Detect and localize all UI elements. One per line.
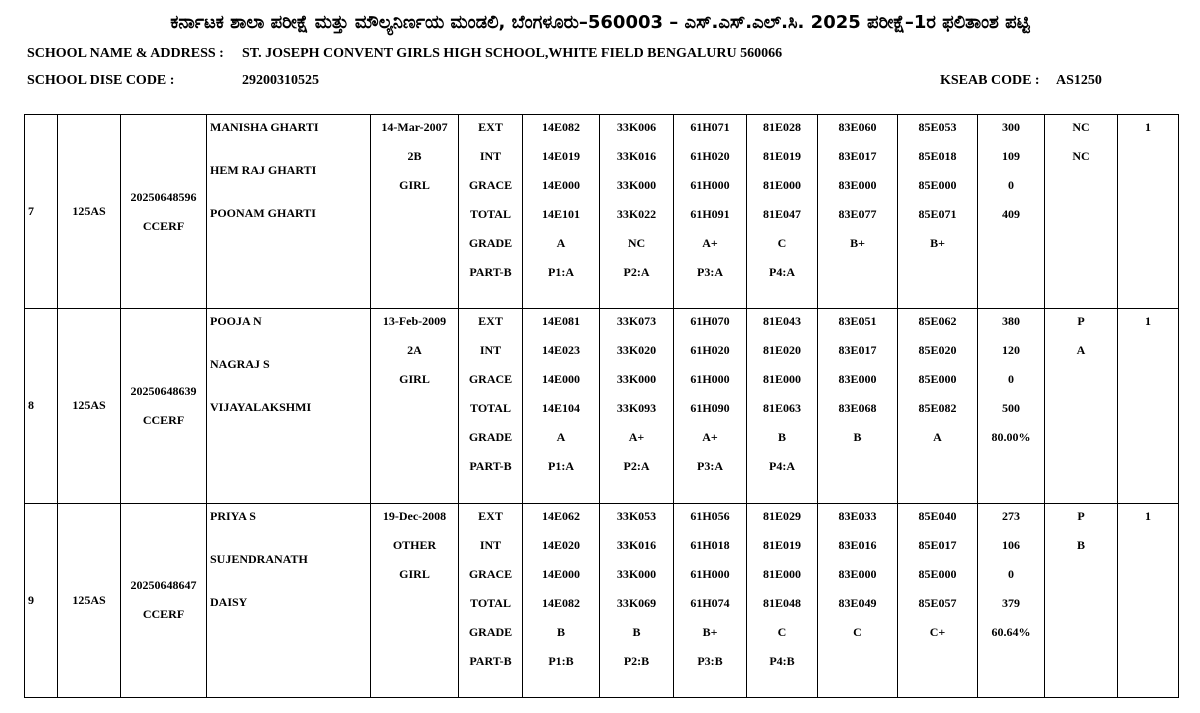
mark-type-labels-cell [459, 309, 523, 503]
subject-mark: NC [627, 236, 646, 250]
subject-mark: 14E000 [541, 178, 580, 192]
result-value: NC [1072, 149, 1090, 163]
page-title: ಕರ್ನಾಟಕ ಶಾಲಾ ಪರೀಕ್ಷೆ ಮತ್ತು ಮೌಲ್ಯನಿರ್ಣಯ ಮಂಡಲಿ, ಬೆಂಗಳೂರು–560003 – ಎಸ್.ಎಸ್.ಎಲ್.ಸಿ. 2025 ಪರೀಕ್ಷೆ–1ರ ಫಲಿತಾಂಶ ಪಟ್ಟಿ [170, 12, 1030, 33]
subject-mark: B+ [930, 236, 945, 250]
dob-category-cell [371, 309, 459, 503]
subject-mark: 83E033 [838, 508, 877, 523]
subject-mark: 81E043 [762, 314, 801, 329]
dise-code-value: 29200310525 [242, 73, 319, 88]
subject-mark: 85E017 [918, 537, 957, 552]
candidate-name-line: POOJA N [210, 314, 262, 329]
result-block [1045, 504, 1117, 564]
attempt-number: 1 [1145, 508, 1151, 523]
school-name-value: ST. JOSEPH CONVENT GIRLS HIGH SCHOOL,WHITE FIELD BENGALURU 560066 [242, 46, 783, 61]
subject-mark: 61H020 [690, 343, 730, 358]
subject-marks-cell [898, 115, 978, 309]
result-value: P [1077, 314, 1085, 329]
subject-marks [523, 504, 599, 680]
attempt-number: 1 [1145, 314, 1151, 329]
subject-marks [818, 504, 897, 651]
totals [978, 504, 1044, 651]
total-value: 60.64% [991, 624, 1031, 639]
subject-mark: B [777, 430, 786, 445]
subject-mark: 14E082 [541, 595, 580, 610]
subject-mark: 33K020 [616, 343, 657, 358]
subject-mark: 81E028 [762, 120, 801, 134]
mark-type-label: PART-B [469, 459, 512, 474]
subject-mark: 83E000 [838, 566, 877, 581]
subject-mark: 61H074 [690, 595, 730, 610]
total-value: 273 [1002, 508, 1020, 523]
subject-mark: 85E053 [918, 120, 957, 134]
subject-mark: 33K016 [616, 149, 657, 163]
subject-mark: 33K022 [616, 207, 657, 221]
subject-mark: 83E049 [838, 595, 877, 610]
subject-mark: 81E000 [762, 566, 801, 581]
subject-mark: 61H091 [690, 207, 730, 221]
dob-category-cell [371, 115, 459, 309]
subject-mark: 14E000 [541, 372, 580, 387]
subject-mark: 33K006 [616, 120, 657, 134]
attempt-block [1118, 115, 1178, 146]
mark-type-label: GRACE [468, 178, 513, 192]
candidate-names-cell [207, 309, 371, 503]
kseab-code-label: KSEAB CODE : [940, 73, 1040, 88]
date-of-birth: 14-Mar-2007 [381, 120, 448, 134]
subject-mark: P4:A [769, 459, 795, 474]
total-value: 106 [1002, 537, 1020, 552]
candidate-names-cell [207, 115, 371, 309]
subject-mark: A [556, 236, 566, 250]
subject-mark: C+ [929, 624, 946, 639]
total-value: 0 [1008, 566, 1014, 581]
register-type: CCERF [142, 412, 185, 427]
subject-mark: B [632, 624, 641, 639]
subject-mark: 14E062 [541, 508, 580, 523]
subject-marks-cell [600, 309, 674, 503]
result-block [1045, 115, 1117, 175]
dob-category-block [371, 309, 458, 398]
subject-mark: P4:B [769, 653, 795, 668]
subject-mark: 61H000 [690, 178, 730, 192]
subject-mark: P1:A [548, 265, 574, 279]
subject-mark: 33K016 [616, 537, 657, 552]
subject-mark: P2:A [623, 265, 650, 279]
subject-mark: 81E019 [762, 537, 801, 552]
mark-type-label: INT [479, 537, 502, 552]
subject-marks-cell [898, 503, 978, 697]
subject-marks-cell [747, 309, 818, 503]
caste-category: OTHER [392, 537, 437, 552]
subject-marks-cell [600, 503, 674, 697]
subject-mark: 14E101 [541, 207, 580, 221]
gender: GIRL [399, 178, 430, 192]
subject-mark: 85E000 [918, 178, 957, 192]
subject-mark: 83E000 [838, 372, 877, 387]
gender: GIRL [399, 566, 430, 581]
attempt-cell [1118, 503, 1179, 697]
mark-type-label: GRADE [468, 430, 513, 445]
subject-marks-cell [818, 115, 898, 309]
total-value: 120 [1002, 343, 1020, 358]
subject-mark: 14E081 [541, 314, 580, 329]
subject-mark: 85E057 [918, 595, 957, 610]
subject-mark: 61H018 [690, 537, 730, 552]
register-number: 20250648639 [130, 383, 197, 398]
subject-marks [898, 115, 977, 262]
subject-mark: 83E068 [838, 401, 877, 416]
subject-marks-cell [674, 115, 747, 309]
subject-mark: P3:A [697, 459, 723, 474]
total-value: 380 [1002, 314, 1020, 329]
candidate-name-line: NAGRAJ S [210, 357, 270, 372]
attempt-block [1118, 504, 1178, 535]
serial-number-cell: 9 [25, 503, 58, 697]
subject-mark: B [853, 430, 862, 445]
subject-mark: A [933, 430, 942, 445]
subject-mark: 85E040 [918, 508, 957, 523]
subject-mark: P1:B [548, 653, 574, 668]
subject-mark: 61H000 [690, 372, 730, 387]
candidate-names-cell [207, 503, 371, 697]
subject-mark: 81E047 [762, 207, 801, 221]
subject-mark: 83E051 [838, 314, 877, 329]
subject-marks-cell [818, 309, 898, 503]
total-value: 500 [1002, 401, 1020, 416]
candidate-name-line: SUJENDRANATH [210, 551, 308, 566]
total-value: 0 [1008, 178, 1014, 192]
register-number: 20250648596 [130, 189, 197, 204]
result-value: P [1077, 508, 1085, 523]
subject-mark: 61H000 [690, 566, 730, 581]
mark-type-labels [459, 115, 522, 291]
student-record-row [25, 115, 1179, 309]
result-cell [1045, 503, 1118, 697]
subject-marks [818, 115, 897, 262]
kseab-code-value: AS1250 [1056, 73, 1102, 88]
mark-type-label: GRACE [468, 566, 513, 581]
subject-mark: 33K093 [616, 401, 657, 416]
candidate-names [210, 504, 370, 635]
subject-mark: 61H071 [690, 120, 730, 134]
mark-type-labels [459, 504, 522, 680]
attempt-number: 1 [1145, 120, 1151, 134]
candidate-name-line: PRIYA S [210, 508, 256, 523]
attempt-cell [1118, 309, 1179, 503]
subject-marks [747, 504, 817, 680]
subject-mark: P3:B [697, 653, 723, 668]
register-number: 20250648647 [130, 578, 197, 593]
result-value: A [1076, 343, 1086, 358]
total-value: 409 [1002, 207, 1020, 221]
subject-mark: A+ [628, 430, 645, 445]
candidate-names [210, 309, 370, 440]
mark-type-label: GRACE [468, 372, 513, 387]
subject-marks [898, 309, 977, 456]
subject-marks [600, 115, 673, 291]
subject-marks-cell [747, 115, 818, 309]
subject-mark: 81E063 [762, 401, 801, 416]
subject-mark: 33K053 [616, 508, 657, 523]
caste-category: 2B [407, 149, 422, 163]
attempt-block [1118, 309, 1178, 340]
subject-mark: 81E048 [762, 595, 801, 610]
date-of-birth: 13-Feb-2009 [382, 314, 447, 329]
center-code-cell: 125AS [58, 503, 121, 697]
subject-mark: B+ [850, 236, 865, 250]
subject-mark: A+ [702, 430, 718, 445]
subject-marks-cell [818, 503, 898, 697]
subject-mark: 83E077 [838, 207, 877, 221]
dise-code-label: SCHOOL DISE CODE : [27, 73, 175, 88]
center-code-cell: 125AS [58, 115, 121, 309]
register-type: CCERF [142, 218, 185, 233]
subject-mark: 14E020 [541, 537, 580, 552]
subject-marks [523, 115, 599, 291]
subject-mark: 85E071 [918, 207, 957, 221]
mark-type-label: EXT [478, 314, 503, 329]
subject-marks [600, 309, 673, 485]
mark-type-label: TOTAL [470, 401, 511, 416]
total-value: 300 [1002, 120, 1020, 134]
subject-mark: B+ [702, 624, 718, 639]
mark-type-labels-cell [459, 503, 523, 697]
attempt-cell [1118, 115, 1179, 309]
caste-category: 2A [407, 343, 422, 358]
center-code-cell: 125AS [58, 309, 121, 503]
results-table [24, 114, 1179, 698]
subject-mark: 14E082 [541, 120, 580, 134]
serial-number-cell: 8 [25, 309, 58, 503]
subject-mark: P2:A [623, 459, 650, 474]
candidate-name-line: MANISHA GHARTI [210, 120, 319, 134]
subject-mark: 83E000 [838, 178, 877, 192]
subject-mark: 33K000 [616, 372, 657, 387]
subject-mark: 81E000 [762, 178, 801, 192]
subject-mark: 81E029 [762, 508, 801, 523]
subject-marks [898, 504, 977, 651]
register-number-cell [121, 309, 207, 503]
result-value: NC [1072, 120, 1090, 134]
register-number-cell [121, 503, 207, 697]
date-of-birth: 19-Dec-2008 [382, 508, 447, 523]
subject-mark: 83E060 [838, 120, 877, 134]
mark-type-labels-cell [459, 115, 523, 309]
subject-marks [674, 309, 746, 485]
subject-marks-cell [674, 503, 747, 697]
mark-type-label: GRADE [468, 624, 513, 639]
subject-mark: 85E082 [918, 401, 957, 416]
totals-cell [978, 309, 1045, 503]
subject-marks [600, 504, 673, 680]
subject-mark: 61H056 [690, 508, 730, 523]
subject-mark: 85E000 [918, 372, 957, 387]
subject-mark: P4:A [769, 265, 795, 279]
subject-mark: A+ [702, 236, 718, 250]
subject-mark: C [853, 624, 862, 639]
subject-marks [818, 309, 897, 456]
subject-marks [674, 504, 746, 680]
subject-marks [747, 115, 817, 291]
subject-marks [523, 309, 599, 485]
subject-mark: 85E018 [918, 149, 957, 163]
subject-mark: 33K069 [616, 595, 657, 610]
school-name-label: SCHOOL NAME & ADDRESS : [27, 46, 224, 61]
subject-mark: 14E019 [541, 149, 580, 163]
subject-mark: 33K000 [616, 566, 657, 581]
candidate-name-line: VIJAYALAKSHMI [210, 400, 312, 415]
candidate-names [210, 115, 370, 246]
mark-type-labels [459, 309, 522, 485]
subject-mark: 33K073 [616, 314, 657, 329]
subject-mark: 85E062 [918, 314, 957, 329]
mark-type-label: INT [479, 343, 502, 358]
subject-marks-cell [523, 309, 600, 503]
subject-mark: P2:B [623, 653, 650, 668]
subject-mark: P1:A [548, 459, 574, 474]
dob-category-block [371, 504, 458, 593]
subject-mark: 33K000 [616, 178, 657, 192]
subject-mark: P3:A [697, 265, 723, 279]
subject-mark: B [556, 624, 565, 639]
subject-mark: 14E000 [541, 566, 580, 581]
subject-marks-cell [523, 115, 600, 309]
student-record-row [25, 309, 1179, 503]
result-block [1045, 309, 1117, 369]
subject-mark: 14E104 [541, 401, 580, 416]
subject-mark: 61H070 [690, 314, 730, 329]
result-cell [1045, 309, 1118, 503]
subject-marks-cell [523, 503, 600, 697]
serial-number-cell: 7 [25, 115, 58, 309]
subject-mark: 85E000 [918, 566, 957, 581]
subject-mark: 83E016 [838, 537, 877, 552]
register-number-block [121, 377, 206, 435]
candidate-name-line: HEM RAJ GHARTI [210, 163, 317, 177]
subject-marks-cell [600, 115, 674, 309]
mark-type-label: PART-B [469, 653, 512, 668]
totals [978, 115, 1044, 233]
subject-mark: 81E000 [762, 372, 801, 387]
total-value: 80.00% [991, 430, 1031, 445]
subject-mark: 83E017 [838, 149, 877, 163]
subject-mark: C [777, 624, 787, 639]
mark-type-label: TOTAL [470, 595, 511, 610]
subject-mark: 81E019 [762, 149, 801, 163]
totals [978, 309, 1044, 456]
subject-marks-cell [898, 309, 978, 503]
subject-mark: 85E020 [918, 343, 957, 358]
mark-type-label: INT [479, 149, 502, 163]
subject-marks [747, 309, 817, 485]
subject-mark: 61H020 [690, 149, 730, 163]
mark-type-label: GRADE [468, 236, 513, 250]
register-number-cell [121, 115, 207, 309]
result-cell [1045, 115, 1118, 309]
register-number-block [121, 183, 206, 241]
subject-mark: 61H090 [690, 401, 730, 416]
subject-mark: 81E020 [762, 343, 801, 358]
candidate-name-line: DAISY [210, 594, 248, 609]
student-record-row [25, 503, 1179, 697]
register-type: CCERF [142, 607, 185, 622]
gender: GIRL [399, 372, 430, 387]
dob-category-block [371, 115, 458, 204]
totals-cell [978, 115, 1045, 309]
mark-type-label: EXT [478, 508, 503, 523]
dob-category-cell [371, 503, 459, 697]
subject-mark: A [556, 430, 566, 445]
subject-marks-cell [747, 503, 818, 697]
subject-mark: C [777, 236, 787, 250]
mark-type-label: PART-B [469, 265, 512, 279]
total-value: 0 [1008, 372, 1014, 387]
subject-marks-cell [674, 309, 747, 503]
total-value: 379 [1002, 595, 1020, 610]
subject-mark: 83E017 [838, 343, 877, 358]
subject-marks [674, 115, 746, 291]
mark-type-label: EXT [478, 120, 503, 134]
register-number-block [121, 571, 206, 629]
candidate-name-line: POONAM GHARTI [210, 206, 316, 220]
result-value: B [1076, 537, 1085, 552]
total-value: 109 [1002, 149, 1020, 163]
totals-cell [978, 503, 1045, 697]
subject-mark: 14E023 [541, 343, 580, 358]
mark-type-label: TOTAL [470, 207, 511, 221]
